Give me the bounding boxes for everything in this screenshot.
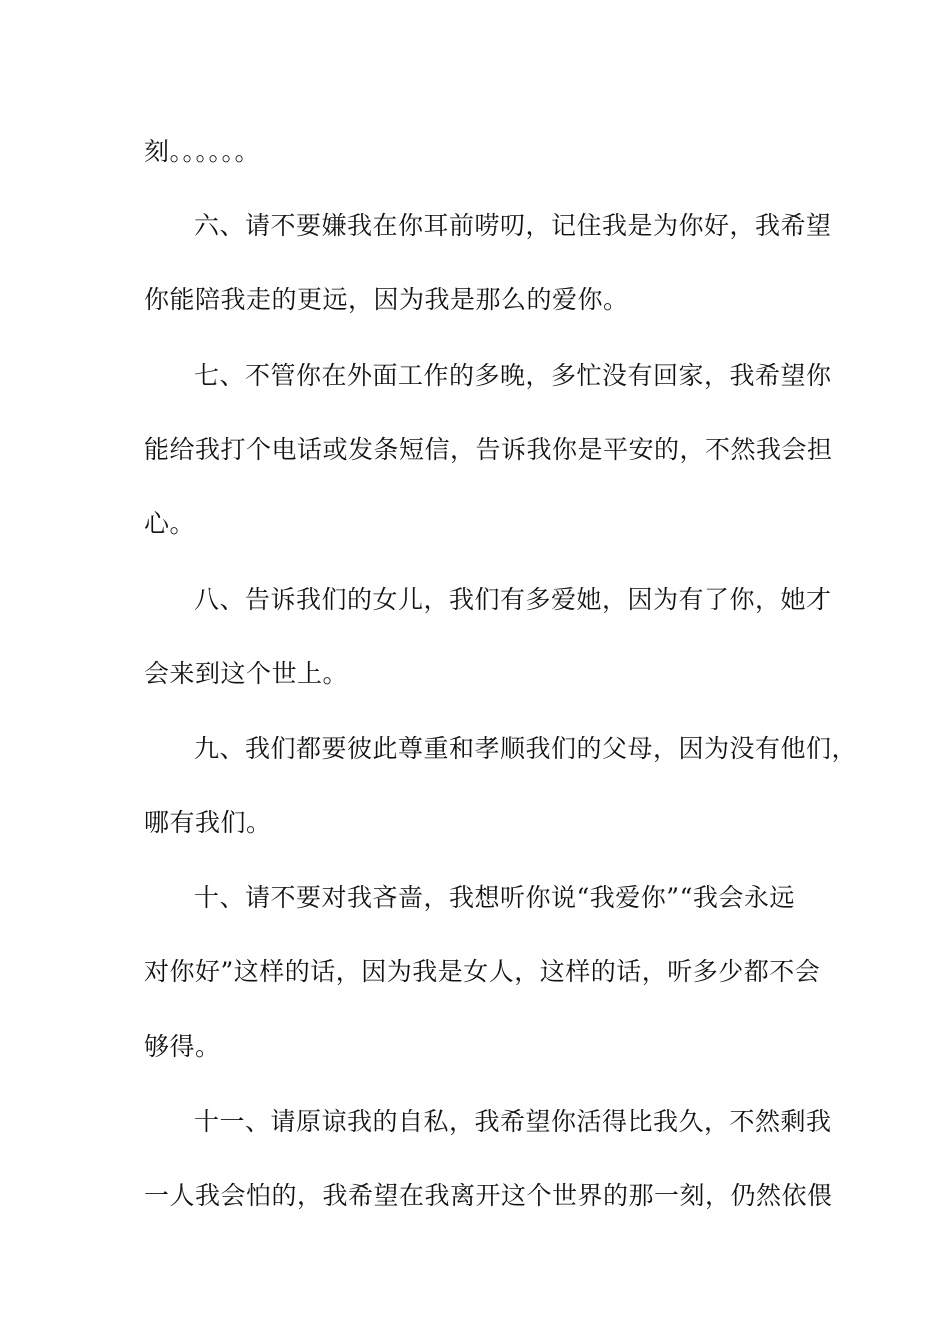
paragraph-six-line-2: 你能陪我走的更远，因为我是那么的爱你。 — [144, 285, 629, 314]
paragraph-eleven-line-1: 十一、请原谅我的自私，我希望你活得比我久，不然剩我 — [194, 1107, 832, 1136]
paragraph-ten-line-1: 十、请不要对我吝啬，我想听你说“我爱你”“我会永远 — [194, 883, 795, 912]
paragraph-seven-line-2: 能给我打个电话或发条短信，告诉我你是平安的，不然我会担 — [144, 435, 833, 464]
paragraph-seven-line-3: 心。 — [144, 509, 196, 538]
paragraph-eleven-line-2: 一人我会怕的，我希望在我离开这个世界的那一刻，仍然依偎 — [144, 1181, 833, 1210]
text-line: 刻。。。。。。 — [144, 137, 261, 166]
paragraph-ten-line-2: 对你好”这样的话，因为我是女人，这样的话，听多少都不会 — [144, 957, 821, 986]
paragraph-eight-line-1: 八、告诉我们的女儿，我们有多爱她，因为有了你，她才 — [194, 585, 832, 614]
paragraph-seven-line-1: 七、不管你在外面工作的多晚，多忙没有回家，我希望你 — [194, 361, 832, 390]
paragraph-nine-line-1: 九、我们都要彼此尊重和孝顺我们的父母，因为没有他们， — [194, 734, 858, 763]
paragraph-nine-line-2: 哪有我们。 — [144, 808, 272, 837]
paragraph-six-line-1: 六、请不要嫌我在你耳前唠叨，记住我是为你好，我希望 — [194, 211, 832, 240]
paragraph-eight-line-2: 会来到这个世上。 — [144, 659, 349, 688]
paragraph-ten-line-3: 够得。 — [144, 1032, 221, 1061]
